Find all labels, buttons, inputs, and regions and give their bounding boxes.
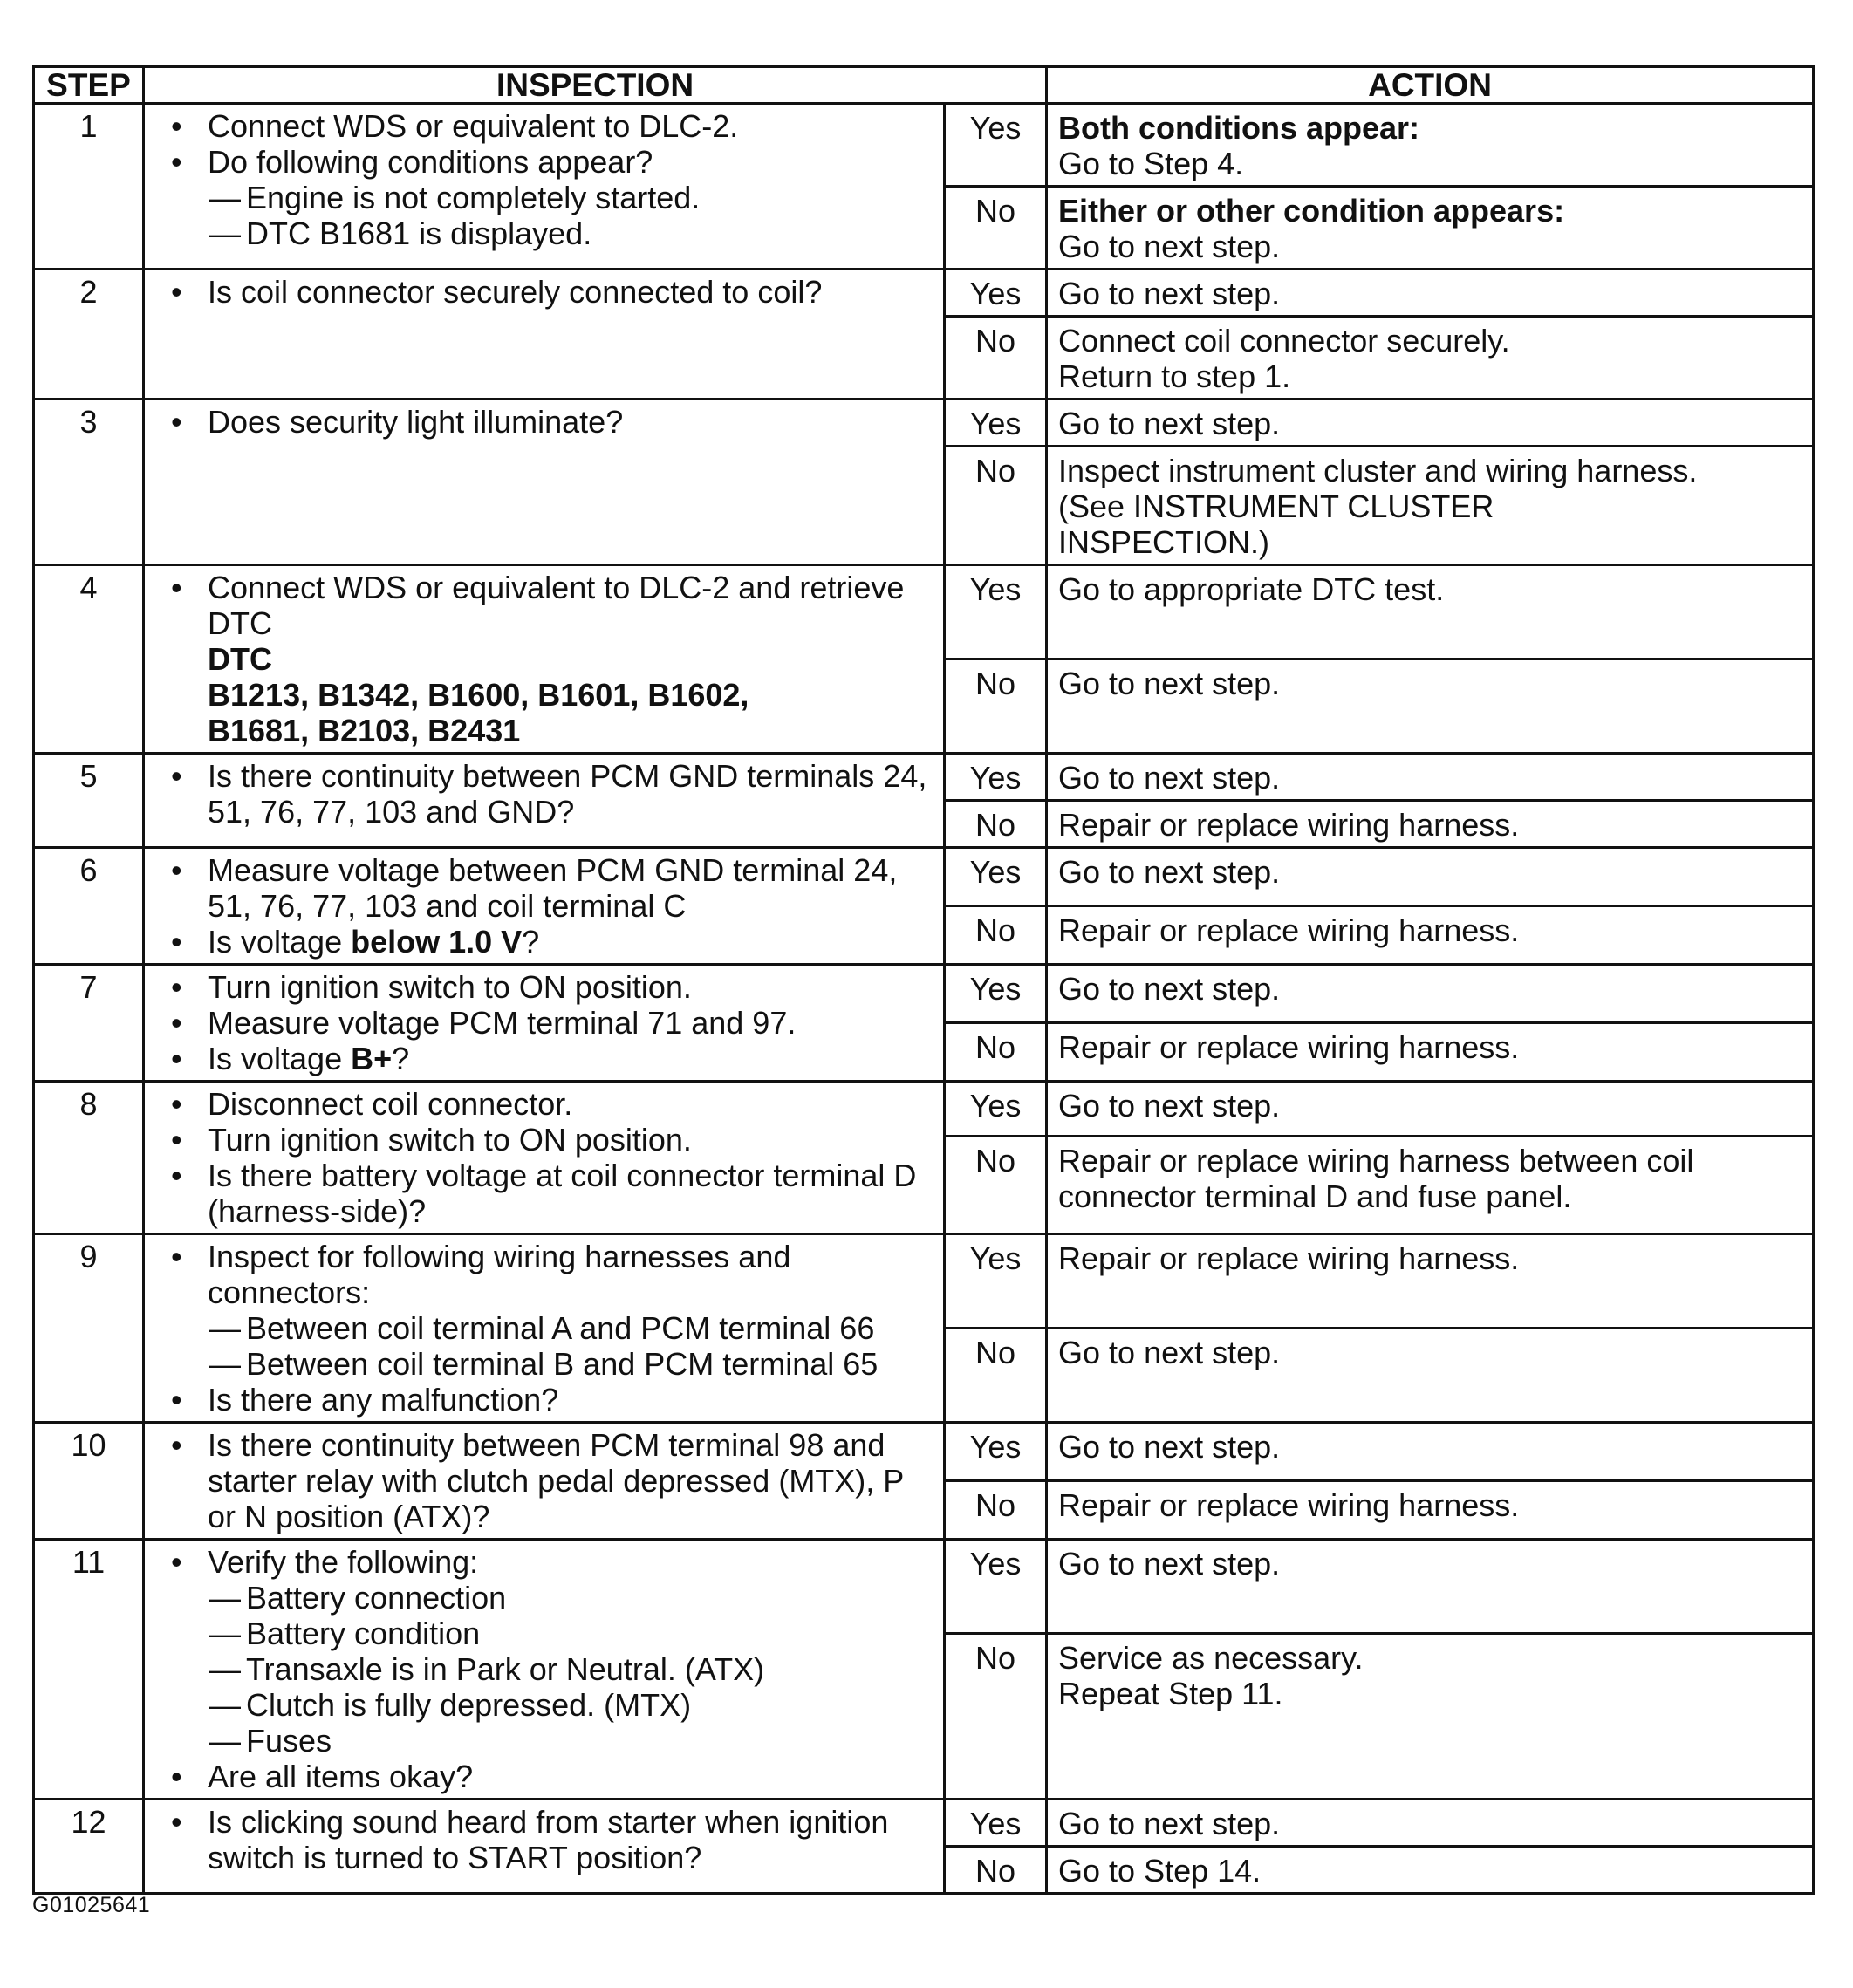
action-no [1047,447,1814,565]
action-no: Repair or replace wiring harness. [1047,906,1814,965]
inspection-table [32,65,1815,1895]
step-number: 10 [34,1423,144,1540]
table-row [34,965,1814,1023]
sub-item: — Battery connection [208,1580,934,1616]
inspection-item: • Does security light illuminate? [169,404,934,440]
inspection-item-text: Is voltage [208,1041,352,1076]
inspection-cell [144,1540,945,1800]
table-row [34,400,1814,447]
action-yes: Go to next step. [1047,270,1814,317]
step-number: 11 [34,1540,144,1800]
yes-label: Yes [945,565,1047,659]
yes-label: Yes [945,754,1047,801]
inspection-cell [144,1234,945,1423]
table-header-row [34,67,1814,104]
inspection-cell [144,1423,945,1540]
no-label: No [945,1847,1047,1894]
inspection-cell [144,1800,945,1894]
action-yes: Go to next step. [1047,754,1814,801]
table-row [34,1540,1814,1634]
sub-item: — Transaxle is in Park or Neutral. (ATX) [208,1651,934,1687]
table-row [34,754,1814,801]
inspection-item: • Turn ignition switch to ON position. [169,1122,934,1158]
step-number: 6 [34,848,144,965]
no-label: No [945,317,1047,400]
inspection-item: • Is clicking sound heard from starter when ignition switch is turned to START position? [169,1804,934,1875]
action-text: Connect coil connector securely. [1058,323,1510,359]
inspection-cell [144,270,945,400]
sub-item: — Clutch is fully depressed. (MTX) [208,1687,934,1723]
step-number: 2 [34,270,144,400]
yes-label: Yes [945,1423,1047,1481]
step-number: 3 [34,400,144,565]
table-row [34,1082,1814,1137]
no-label: No [945,659,1047,754]
inspection-item: • Is there continuity between PCM GND terminals 24, 51, 76, 77, 103 and GND? [169,758,934,830]
sub-item: — Engine is not completely started. [208,180,934,215]
action-yes: Go to appropriate DTC test. [1047,565,1814,659]
step-number: 12 [34,1800,144,1894]
inspection-item [169,1041,934,1076]
sub-item: — Between coil terminal A and PCM terminal 66 [208,1310,934,1346]
yes-label: Yes [945,104,1047,187]
table-row [34,1423,1814,1481]
action-yes: Go to next step. [1047,1082,1814,1137]
inspection-cell [144,104,945,270]
action-yes: Go to next step. [1047,1540,1814,1634]
sub-item: — Fuses [208,1723,934,1759]
action-text: Go to next step. [1058,229,1281,264]
table-row [34,104,1814,187]
action-yes: Go to next step. [1047,965,1814,1023]
action-yes [1047,104,1814,187]
inspection-item [169,1239,934,1382]
header-inspection: INSPECTION [144,67,1047,104]
header-step: STEP [34,67,144,104]
action-text: INSPECTION.) [1058,524,1270,560]
header-action: ACTION [1047,67,1814,104]
inspection-item-text: Inspect for following wiring harnesses and connectors: [208,1239,791,1310]
table-row [34,1800,1814,1847]
voltage-value: B+ [351,1041,393,1076]
action-text: (See INSTRUMENT CLUSTER [1058,488,1494,524]
yes-label: Yes [945,1082,1047,1137]
action-text: Go to Step 4. [1058,146,1244,181]
table-row [34,1234,1814,1329]
action-no: Go to Step 14. [1047,1847,1814,1894]
inspection-item-text: ? [392,1041,410,1076]
dtc-codes: B1213, B1342, B1600, B1601, B1602, [208,677,749,713]
inspection-item: • Is there any malfunction? [169,1382,934,1418]
inspection-item-text: Do following conditions appear? [208,144,653,180]
inspection-item-text: ? [522,924,540,960]
action-no [1047,317,1814,400]
no-label: No [945,447,1047,565]
no-label: No [945,906,1047,965]
inspection-item: • Is coil connector securely connected to coil? [169,274,934,310]
action-yes: Go to next step. [1047,848,1814,906]
no-label: No [945,1023,1047,1082]
yes-label: Yes [945,270,1047,317]
sub-item: — DTC B1681 is displayed. [208,215,934,251]
action-yes: Repair or replace wiring harness. [1047,1234,1814,1329]
step-number: 8 [34,1082,144,1234]
inspection-item-text: Verify the following: [208,1544,479,1580]
inspection-item: • Is there continuity between PCM terminal 98 and starter relay with clutch pedal depressed (MTX), P or N position (ATX)? [169,1427,934,1534]
step-number: 4 [34,565,144,754]
yes-label: Yes [945,1540,1047,1634]
inspection-cell [144,848,945,965]
table-row [34,270,1814,317]
yes-label: Yes [945,400,1047,447]
inspection-item [169,570,934,641]
action-text: Inspect instrument cluster and wiring harness. [1058,453,1698,488]
inspection-cell [144,565,945,754]
no-label: No [945,1634,1047,1800]
action-no: Repair or replace wiring harness between coil connector terminal D and fuse panel. [1047,1137,1814,1234]
inspection-cell [144,965,945,1082]
inspection-item [169,144,934,251]
dtc-codes: B1681, B2103, B2431 [208,713,521,748]
step-number: 5 [34,754,144,848]
no-label: No [945,1329,1047,1423]
action-text: Service as necessary. [1058,1640,1364,1676]
sub-item: — Battery condition [208,1616,934,1651]
no-label: No [945,1137,1047,1234]
inspection-item: • Is there battery voltage at coil connector terminal D (harness-side)? [169,1158,934,1229]
inspection-cell [144,400,945,565]
inspection-item-text: Is voltage [208,924,352,960]
action-text: Repeat Step 11. [1058,1676,1283,1711]
table-row [34,565,1814,659]
action-no [1047,1634,1814,1800]
inspection-item [169,1544,934,1759]
yes-label: Yes [945,1234,1047,1329]
action-heading: Either or other condition appears: [1058,193,1565,229]
inspection-item: • Measure voltage between PCM GND terminal 24, 51, 76, 77, 103 and coil terminal C [169,852,934,924]
yes-label: Yes [945,965,1047,1023]
action-no: Go to next step. [1047,659,1814,754]
voltage-threshold: below 1.0 V [351,924,523,960]
action-yes: Go to next step. [1047,400,1814,447]
action-no: Repair or replace wiring harness. [1047,1023,1814,1082]
inspection-item: • Disconnect coil connector. [169,1086,934,1122]
no-label: No [945,187,1047,270]
no-label: No [945,801,1047,848]
action-heading: Both conditions appear: [1058,110,1420,146]
sub-item: — Between coil terminal B and PCM terminal 65 [208,1346,934,1382]
inspection-item: • Turn ignition switch to ON position. [169,969,934,1005]
action-text: Return to step 1. [1058,359,1291,394]
step-number: 1 [34,104,144,270]
inspection-cell [144,754,945,848]
action-no [1047,187,1814,270]
figure-id: G01025641 [32,1893,151,1917]
yes-label: Yes [945,848,1047,906]
inspection-item-text: Connect WDS or equivalent to DLC-2 and retrieve DTC [208,570,905,641]
step-number: 7 [34,965,144,1082]
inspection-item: • Are all items okay? [169,1759,934,1794]
action-yes: Go to next step. [1047,1423,1814,1481]
action-no: Go to next step. [1047,1329,1814,1423]
inspection-item [169,924,934,960]
action-no: Repair or replace wiring harness. [1047,1481,1814,1540]
inspection-item: • Connect WDS or equivalent to DLC-2. [169,108,934,144]
inspection-cell [144,1082,945,1234]
yes-label: Yes [945,1800,1047,1847]
action-yes: Go to next step. [1047,1800,1814,1847]
no-label: No [945,1481,1047,1540]
action-no: Repair or replace wiring harness. [1047,801,1814,848]
step-number: 9 [34,1234,144,1423]
table-row [34,848,1814,906]
dtc-heading: DTC [208,641,272,677]
inspection-item: • Measure voltage PCM terminal 71 and 97. [169,1005,934,1041]
